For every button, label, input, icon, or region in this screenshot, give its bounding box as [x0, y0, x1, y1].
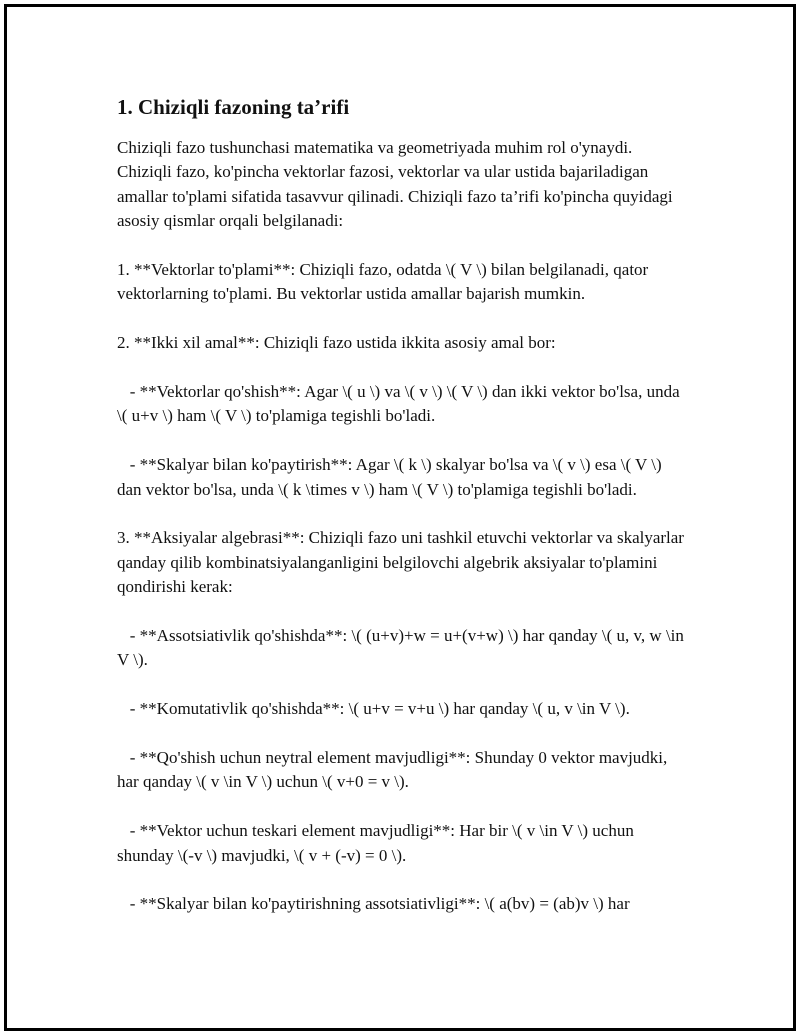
- paragraph-intro: Chiziqli fazo tushunchasi matematika va geometriyada muhim rol o'ynaydi. Chiziqli fazo, ko'pincha vektorlar fazosi, vektorlar va ular ustida bajariladigan amallar to'plami sifatida tasavvur qilinadi. Chiziqli fazo ta’rifi ko'pincha quyidagi asosiy qismlar orqali belgilanadi:: [117, 138, 677, 231]
- paragraph-commutativity: - **Komutativlik qo'shishda**: \( u+v = v+u \) har qanday \( u, v \in V \).: [117, 699, 630, 719]
- paragraph-two-operations: 2. **Ikki xil amal**: Chiziqli fazo ustida ikkita asosiy amal bor:: [117, 333, 556, 353]
- paragraph-inverse-element: - **Vektor uchun teskari element mavjudligi**: Har bir \( v \in V \) uchun shunday \(-v \) mavjudki, \( v + (-v) = 0 \).: [117, 821, 639, 865]
- document-body: [117, 92, 687, 941]
- paragraph-associativity: - **Assotsiativlik qo'shishda**: \( (u+v)+w = u+(v+w) \) har qanday \( u, v, w \in V \).: [117, 626, 688, 670]
- paragraph-neutral-element: - **Qo'shish uchun neytral element mavjudligi**: Shunday 0 vektor mavjudki, har qanday \( v \in V \) uchun \( v+0 = v \).: [117, 748, 672, 792]
- paragraph-axioms: 3. **Aksiyalar algebrasi**: Chiziqli fazo uni tashkil etuvchi vektorlar va skalyarlar qanday qilib kombinatsiyalanganligini belgilovchi algebrik aksiyalar to'plamini qondirishi kerak:: [117, 528, 689, 597]
- paragraph-scalar-associativity: - **Skalyar bilan ko'paytirishning assotsiativligi**: \( a(bv) = (ab)v \) har: [117, 894, 630, 914]
- paragraph-vector-set: 1. **Vektorlar to'plami**: Chiziqli fazo, odatda \( V \) bilan belgilanadi, qator vektorlarning to'plami. Bu vektorlar ustida amallar bajarish mumkin.: [117, 260, 653, 304]
- paragraph-scalar-multiplication: - **Skalyar bilan ko'paytirish**: Agar \( k \) skalyar bo'lsa va \( v \) esa \( V \) dan vektor bo'lsa, unda \( k \times v \) ham \( V \) to'plamiga tegishli bo'ladi.: [117, 455, 666, 499]
- paragraph-vector-addition: - **Vektorlar qo'shish**: Agar \( u \) va \( v \) \( V \) dan ikki vektor bo'lsa, unda \( u+v \) ham \( V \) to'plamiga tegishli bo'ladi.: [117, 382, 684, 426]
- section-heading: 1. Chiziqli fazoning ta’rifi: [117, 95, 350, 119]
